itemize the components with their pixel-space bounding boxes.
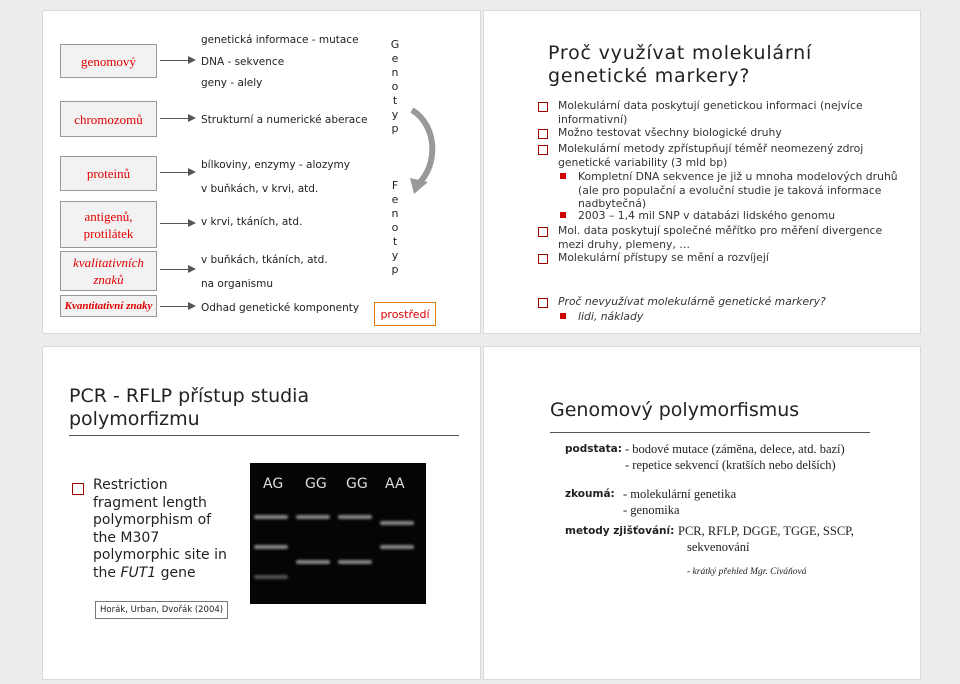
arrow-kvantitativni [160,306,194,307]
desc-bunky-krev: v buňkách, v krvi, atd. [201,183,319,195]
gel-band [254,575,288,579]
box-kvantitativni: Kvantitativní znaky [60,295,157,317]
lane-label: GG [305,476,327,492]
box-proteinu: proteinů [60,156,157,191]
subbullet-icon [560,212,566,218]
label-metody: metody zjišťování: [565,525,675,537]
subbullet-text: lidi, náklady [578,310,644,323]
bullet-text: Mol. data poskytují společné měřítko pro měření divergence mezi druhy, plemeny, … [558,224,883,251]
subbullet-text: 2003 – 1,4 mil SNP v databázi lidského genomu [578,209,836,222]
arrow-antigenu [160,223,194,224]
slide-title: Proč využívat molekulární genetické markery? [548,42,813,87]
gel-band [380,545,414,549]
slide-genotype-phenotype [42,10,481,334]
lane-label: GG [346,476,368,492]
bullet-text: Restriction fragment length polymorphism of the M307 polymorphic site in the FUT1 gene [93,477,227,581]
podstata-text: - bodové mutace (záměna, delece, atd. bazí) - repetice sekvencí (kratších nebo delších) [625,442,845,472]
box-antigenu: antigenů, protilátek [60,201,157,248]
gel-image [250,463,426,604]
desc-sekvence: DNA - sekvence [201,56,285,68]
bullet-text: Možno testovat všechny biologické druhy [558,126,782,139]
bullet-text: Molekulární přístupy se mění a rozvíjejí [558,251,769,264]
lane-label: AG [263,476,284,492]
bullet-icon [72,483,84,495]
arrow-chromozomu [160,118,194,119]
desc-alozymy: bílkoviny, enzymy - alozymy [201,159,350,171]
arrow-genomovy [160,60,194,61]
desc-krev-tkane: v krvi, tkáních, atd. [201,216,303,228]
gel-band [338,560,372,564]
citation: Horák, Urban, Dvořák (2004) [95,601,228,619]
box-chromozomu: chromozomů [60,101,157,137]
slide-pcr-rflp [42,346,481,680]
curved-arrow-icon [408,106,440,196]
subbullet-icon [560,313,566,319]
slide-title: PCR - RFLP přístup studia polymorfizmu [69,385,310,430]
subbullet-icon [560,173,566,179]
bullet-icon [538,227,548,237]
desc-organismu: na organismu [201,278,274,290]
gel-band [296,515,330,519]
slide-why-markers [483,10,921,334]
footnote: - krátký přehled Mgr. Civáňová [687,567,807,577]
label-zkouma: zkoumá: [565,488,615,500]
title-underline [550,432,870,433]
desc-bunky-tkane: v buňkách, tkáních, atd. [201,254,328,266]
vertical-fenotyp: F e n o t y p [391,179,399,276]
bullet-icon [538,145,548,155]
metody-text: PCR, RFLP, DGGE, TGGE, SSCP, sekvenování [678,524,854,554]
title-underline [69,435,459,436]
bullet-icon [538,298,548,308]
environment-box: prostředí [374,302,436,326]
bullet-text: Proč nevyužívat molekulárně genetické markery? [558,295,826,308]
gel-band [338,515,372,519]
arrow-proteinu [160,172,194,173]
gel-band [380,521,414,525]
desc-aberace: Strukturní a numerické aberace [201,114,368,126]
zkouma-text: - molekulární genetika - genomika [623,487,737,517]
desc-mutace: genetická informace - mutace [201,34,359,46]
gel-band [296,560,330,564]
desc-alely: geny - alely [201,77,263,89]
bullet-icon [538,254,548,264]
bullet-icon [538,102,548,112]
subbullet-text: Kompletní DNA sekvence je již u mnoha modelových druhů (ale pro populační a evoluční studie je taková informace nadbytečná) [578,170,898,210]
lane-label: AA [385,476,405,492]
gel-band [254,545,288,549]
arrow-kvalitativnich [160,269,194,270]
slide-title: Genomový polymorfismus [550,399,800,421]
bullet-text: Molekulární metody zpřístupňují téměř neomezený zdroj genetické variability (3 mld bp) [558,142,864,169]
gel-band [254,515,288,519]
slide-genomic-polymorphism [483,346,921,680]
box-kvalitativnich: kvalitativních znaků [60,251,157,291]
vertical-genotyp: G e n o t y p [390,38,400,135]
label-podstata: podstata: [565,443,622,455]
bullet-icon [538,129,548,139]
bullet-text: Molekulární data poskytují genetickou informaci (nejvíce informativní) [558,99,863,126]
box-genomovy: genomový [60,44,157,78]
desc-odhad: Odhad genetické komponenty [201,302,360,314]
